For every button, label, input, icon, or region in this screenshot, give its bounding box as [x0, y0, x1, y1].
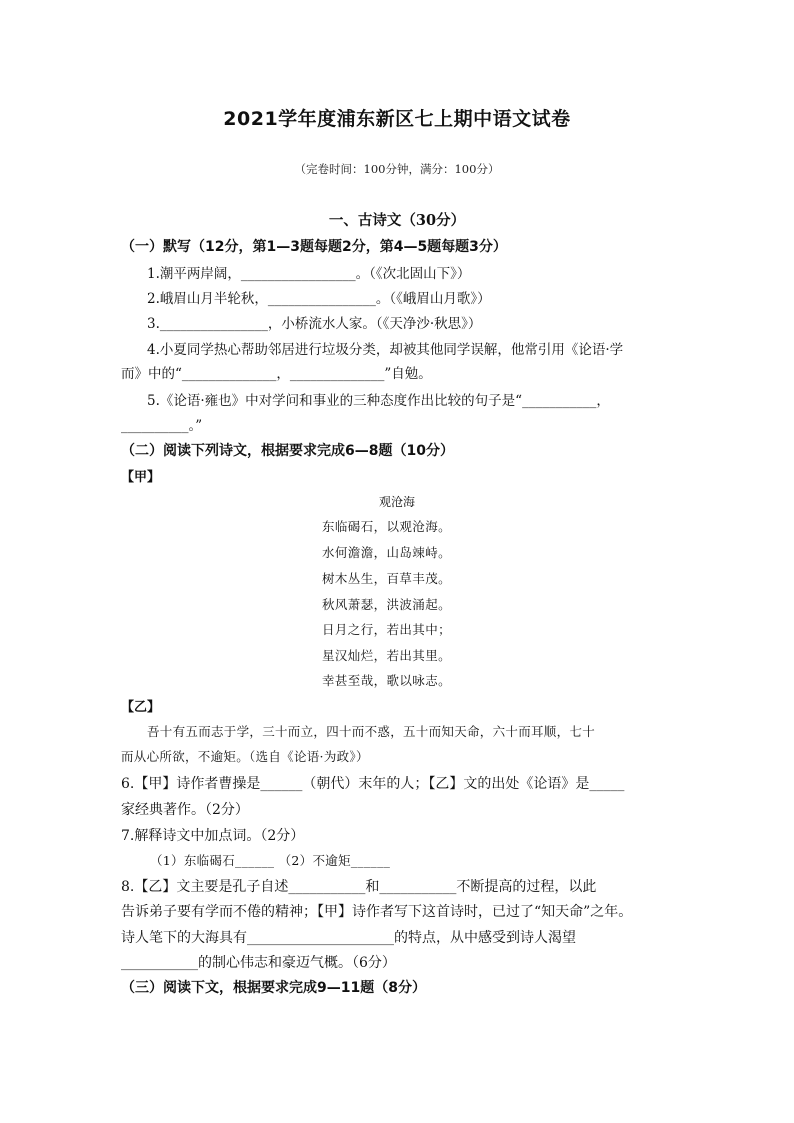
question-7: 7.解释诗文中加点词。（2分）	[121, 828, 305, 844]
question-8-line2: 告诉弟子要有学而不倦的精神；【甲】诗作者写下这首诗时，已过了“知天命”之年。	[121, 904, 633, 920]
question-5-line1: 5.《论语·雍也》中对学问和事业的三种态度作出比较的句子是“___________，	[147, 393, 610, 409]
classical-text-line2: 而从心所欲，不逾矩。（选自《论语·为政》）	[121, 749, 369, 764]
question-8-line1: 8.【乙】文主要是孔子自述___________和___________不断提高的过程，以此	[121, 879, 597, 895]
part2-heading: （二）阅读下列诗文，根据要求完成6—8题（10分）	[121, 443, 454, 459]
question-2: 2.峨眉山月半轮秋，________________。（《峨眉山月歌》）	[147, 291, 491, 307]
question-4-line2: 而》中的“______________，______________”自勉。	[121, 366, 432, 382]
poem-line: 幸甚至哉，歌以咏志。	[322, 673, 452, 688]
question-6-line1: 6.【甲】诗作者曹操是______（朝代）末年的人；【乙】文的出处《论语》是_____	[121, 776, 625, 792]
section-heading: 一、古诗文（30分）	[328, 212, 466, 229]
poem-title: 观沧海	[378, 495, 415, 509]
poem-line: 水何澹澹，山岛竦峙。	[322, 545, 452, 560]
question-6-line2: 家经典著作。（2分）	[121, 802, 249, 818]
poem-line: 东临碣石，以观沧海。	[322, 519, 452, 534]
question-3: 3.________________，小桥流水人家。（《天净沙·秋思》）	[147, 316, 482, 332]
part3-heading: （三）阅读下文，根据要求完成9—11题（8分）	[121, 980, 426, 996]
exam-subtitle: （完卷时间：100分钟，满分：100分）	[294, 162, 500, 176]
question-8-line3: 诗人笔下的大海具有_____________________的特点，从中感受到诗人渴望	[121, 930, 576, 946]
poem-line: 树木丛生，百草丰茂。	[322, 571, 452, 586]
question-5-line2: __________。”	[121, 418, 203, 434]
question-7-items: （1）东临碣石______ （2）不逾矩______	[150, 853, 391, 868]
question-4-line1: 4.小夏同学热心帮助邻居进行垃圾分类，却被其他同学误解，他常引用《论语·学	[147, 342, 624, 358]
label-yi: 【乙】	[121, 700, 161, 715]
part1-heading: （一）默写（12分，第1—3题每题2分，第4—5题每题3分）	[121, 239, 507, 255]
label-jia: 【甲】	[121, 470, 161, 485]
poem-line: 秋风萧瑟，洪波涌起。	[322, 597, 452, 612]
question-1: 1.潮平两岸阔，_________________。（《次北固山下》）	[147, 266, 471, 282]
classical-text-line1: 吾十有五而志于学，三十而立，四十而不惑，五十而知天命，六十而耳顺，七十	[147, 724, 596, 739]
page-title: 2021学年度浦东新区七上期中语文试卷	[223, 108, 571, 130]
poem-line: 星汉灿烂，若出其里。	[322, 648, 452, 663]
question-8-line4: ___________的制心伟志和豪迈气概。（6分）	[121, 955, 396, 971]
poem-line: 日月之行，若出其中；	[322, 622, 452, 637]
